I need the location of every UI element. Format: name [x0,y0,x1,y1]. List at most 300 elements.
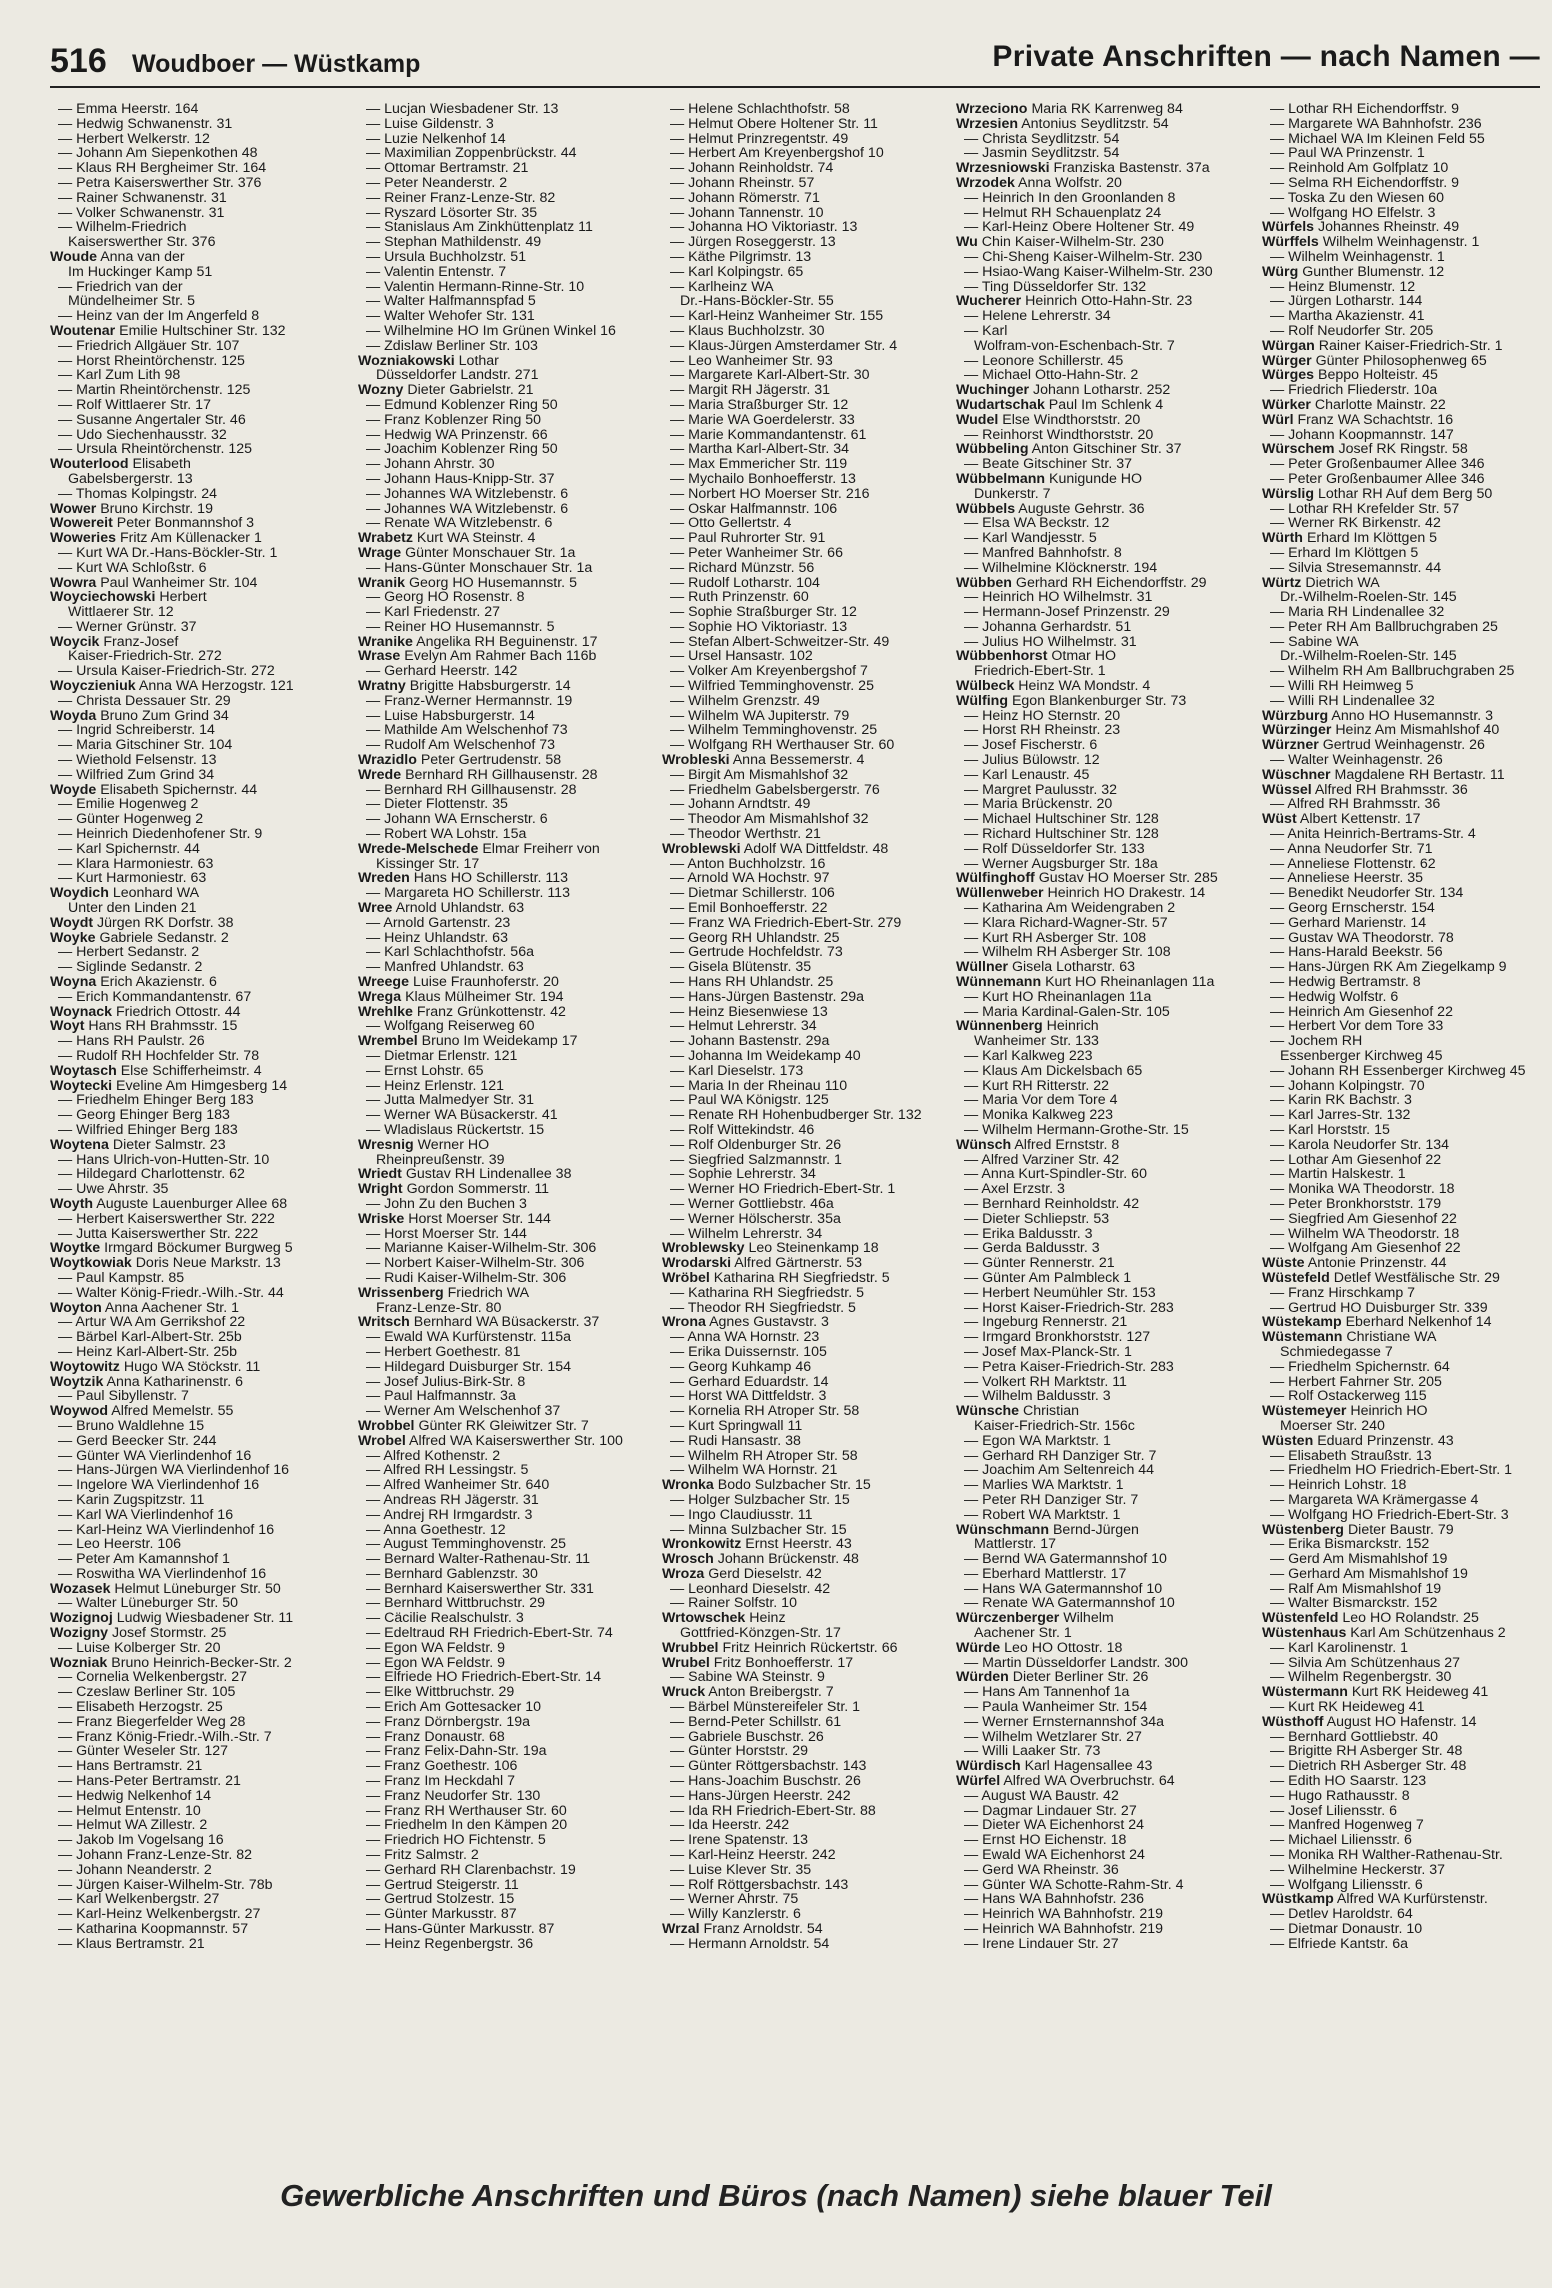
surname: Wronkowitz [662,1536,742,1553]
sub-entry: — Bernard Walter-Rathenau-Str. 11 [358,1552,654,1567]
surname-entry [50,516,346,531]
sub-entry: — Franz Felix-Dahn-Str. 19a [358,1744,654,1759]
sub-entry: — Gerd Beecker Str. 244 [50,1434,346,1449]
sub-entry: — Hans-Jürgen Heerstr. 242 [662,1789,958,1804]
entry-details: Gisela Lotharstr. 63 [1011,959,1136,976]
surname: Wozignoj [50,1610,113,1627]
sub-entry: — Günter Hogenweg 2 [50,812,346,827]
surname-entry [1262,487,1552,502]
sub-entry: — Gerhard Eduardstr. 14 [662,1375,958,1390]
entry-details: Alfred Memelstr. 55 [111,1403,234,1420]
sub-entry: — Helene Lehrerstr. 34 [956,309,1252,324]
sub-entry: — Chi-Sheng Kaiser-Wilhelm-Str. 230 [956,250,1252,265]
sub-entry: — Herbert Kaiserswerther Str. 222 [50,1212,346,1227]
sub-entry: — Hans-Jürgen WA Vierlindenhof 16 [50,1463,346,1478]
surname-entry [50,1256,346,1271]
surname: Wünnemann [956,974,1042,991]
entry-details: Irmgard Böckumer Burgweg 5 [104,1240,293,1257]
surname: Wrtowschek [662,1610,746,1627]
sub-entry: — Rolf Röttgersbachstr. 143 [662,1878,958,1893]
surname: Würfel [956,1773,1001,1790]
surname-entry [50,590,346,605]
surname-entry [956,1759,1252,1774]
sub-entry: — Czeslaw Berliner Str. 105 [50,1685,346,1700]
entry-details: Bruno Kirchstr. 19 [100,500,213,517]
entry-details: Brigitte Habsburgerstr. 14 [409,678,571,695]
sub-entry: — Luise Gildenstr. 3 [358,117,654,132]
surname-entry [358,753,654,768]
sub-entry: — Karola Neudorfer Str. 134 [1262,1138,1552,1153]
entry-details: Anna Wolfstr. 20 [1018,174,1122,191]
surname: Wrosch [662,1551,714,1568]
sub-entry: — Franz-Werner Hermannstr. 19 [358,694,654,709]
surname-entry [358,901,654,916]
entry-details: Hans RH Brahmsstr. 15 [88,1018,238,1035]
sub-entry: — Edmund Koblenzer Ring 50 [358,398,654,413]
surname-entry [662,842,958,857]
sub-entry: — Johann Reinholdstr. 74 [662,161,958,176]
sub-entry: — Axel Erzstr. 3 [956,1182,1252,1197]
sub-entry: — August WA Baustr. 42 [956,1789,1252,1804]
surname: Würker [1262,396,1311,413]
sub-entry: — Wilhelm Temminghovenstr. 25 [662,723,958,738]
sub-entry: — Ottomar Bertramstr. 21 [358,161,654,176]
entry-details: Eberhard Nelkenhof 14 [1345,1314,1492,1331]
surname-entry [358,546,654,561]
entry-details: Franz WA Schachtstr. 16 [1297,411,1454,428]
sub-entry: — Paul Sibyllenstr. 7 [50,1389,346,1404]
sub-entry: — Franz Im Heckdahl 7 [358,1774,654,1789]
surname-entry [956,975,1252,990]
entry-details: Peter Gertrudenstr. 58 [420,752,562,769]
surname: Woytasch [50,1062,117,1079]
surname: Würdisch [956,1758,1021,1775]
surname: Wüssel [1262,781,1312,798]
sub-entry: — Erich Am Gottesacker 10 [358,1700,654,1715]
surname-entry [358,531,654,546]
sub-entry: — Wolfgang HO Friedrich-Ebert-Str. 3 [1262,1508,1552,1523]
sub-entry: — Hans WA Bahnhofstr. 236 [956,1892,1252,1907]
entry-details: Gabriele Sedanstr. 2 [99,929,229,946]
sub-entry: — Käthe Pilgrimstr. 13 [662,250,958,265]
surname: Würger [1262,352,1312,369]
surname-entry [956,1670,1252,1685]
sub-entry: — Kurt Harmoniestr. 63 [50,871,346,886]
surname-entry [1262,442,1552,457]
entry-details: Heinz Am Mismahlshof 40 [1335,722,1500,739]
surname: Wrzodek [956,174,1015,191]
surname-entry [50,576,346,591]
surname-entry [50,1197,346,1212]
sub-entry: — Werner Ahrstr. 75 [662,1892,958,1907]
surname-entry [1262,1626,1552,1641]
sub-entry: — Rudolf RH Hochfelder Str. 78 [50,1049,346,1064]
surname: Wüstefeld [1262,1269,1330,1286]
section-title: Private Anschriften — nach Namen — [992,40,1540,73]
surname: Wudartschak [956,396,1045,413]
sub-entry: — Manfred Hogenweg 7 [1262,1818,1552,1833]
surname: Wreege [358,974,409,991]
sub-entry: — Anton Buchholzstr. 16 [662,857,958,872]
entry-details: Eveline Am Himgesberg 14 [115,1077,288,1094]
surname: Wree [358,900,393,917]
surname-entry [1262,265,1552,280]
sub-entry: — Johann Römerstr. 71 [662,191,958,206]
surname: Woywod [50,1403,109,1420]
surname: Wüllner [956,959,1009,976]
sub-entry: — Christa Seydlitzstr. 54 [956,132,1252,147]
sub-entry: — Lothar Am Giesenhof 22 [1262,1153,1552,1168]
sub-entry: — Ingeburg Rennerstr. 21 [956,1315,1252,1330]
entry-details: Angelika RH Beguinenstr. 17 [416,633,598,650]
sub-entry: — Wilhelmine HO Im Grünen Winkel 16 [358,324,654,339]
entry-details: Else Windthorststr. 20 [1002,411,1141,428]
sub-entry: — Elisabeth Herzogstr. 25 [50,1700,346,1715]
sub-entry: — Klaus Buchholzstr. 30 [662,324,958,339]
sub-entry: — Emil Bonhoefferstr. 22 [662,901,958,916]
sub-entry: — Gertrud Steigerstr. 11 [358,1878,654,1893]
sub-entry: — Margarete WA Bahnhofstr. 236 [1262,117,1552,132]
surname: Würfels [1262,219,1315,236]
sub-entry: — Karl Horststr. 15 [1262,1123,1552,1138]
sub-entry: — Helmut Obere Holtener Str. 11 [662,117,958,132]
surname-entry [1262,1330,1552,1345]
surname-entry [662,1256,958,1271]
surname: Würzner [1262,737,1319,754]
sub-entry: — Fritz Salmstr. 2 [358,1848,654,1863]
sub-entry: — Gisela Blütenstr. 35 [662,960,958,975]
surname-entry [956,1611,1252,1626]
surname: Wrobel [358,1432,406,1449]
surname: Wröbel [662,1269,710,1286]
entry-details: Erich Akazienstr. 6 [100,974,217,991]
sub-entry: — Jürgen Roseggerstr. 13 [662,235,958,250]
sub-entry: — Wilhelm WA Hornstr. 21 [662,1463,958,1478]
sub-entry: — Herbert Am Kreyenbergshof 10 [662,146,958,161]
entry-details: Elisabeth Spichernstr. 44 [100,781,258,798]
entry-details: Bernhard WA Büsackerstr. 37 [413,1314,600,1331]
surname: Wright [358,1181,403,1198]
continuation-line: Franz-Lenze-Str. 80 [376,1299,502,1316]
sub-entry: — Dieter WA Eichenhorst 24 [956,1818,1252,1833]
sub-entry: — Hildegard Duisburger Str. 154 [358,1360,654,1375]
sub-entry: — Jasmin Seydlitzstr. 54 [956,146,1252,161]
surname: Wronka [662,1477,714,1494]
sub-entry: — Paula Wanheimer Str. 154 [956,1700,1252,1715]
sub-entry: — Gerhard RH Clarenbachstr. 19 [358,1863,654,1878]
sub-entry: — Klaus RH Bergheimer Str. 164 [50,161,346,176]
surname-entry [956,161,1252,176]
sub-entry: — Heinrich HO Wilhelmstr. 31 [956,590,1252,605]
sub-entry: — Franz Biegerfelder Weg 28 [50,1715,346,1730]
sub-entry: — Martin Düsseldorfer Landstr. 300 [956,1656,1252,1671]
surname: Würl [1262,411,1294,428]
sub-entry: — Heinz Biesenwiese 13 [662,1005,958,1020]
sub-entry: — Horst Moerser Str. 144 [358,1227,654,1242]
sub-entry: — Bernhard Gottliebstr. 40 [1262,1730,1552,1745]
surname: Würgan [1262,337,1315,354]
surname: Woyda [50,707,97,724]
sub-entry: — Marlies WA Marktstr. 1 [956,1478,1252,1493]
continuation-line: Unter den Linden 21 [68,900,197,917]
sub-entry: — Sophie Straßburger Str. 12 [662,605,958,620]
entry-details: Christian [1023,1403,1079,1420]
sub-entry: — Franz WA Friedrich-Ebert-Str. 279 [662,916,958,931]
continuation-line: Im Huckinger Kamp 51 [68,263,213,280]
surname: Wucherer [956,293,1022,310]
surname: Writsch [358,1314,410,1331]
entry-details: Johann Brückenstr. 48 [717,1551,859,1568]
sub-entry: — Heinz Regenbergstr. 36 [358,1937,654,1952]
sub-entry: — Werner Augsburger Str. 18a [956,857,1252,872]
continuation-line: Moerser Str. 240 [1280,1417,1385,1434]
sub-entry: — Margarete Karl-Albert-Str. 30 [662,368,958,383]
sub-entry: — Hedwig Schwanenstr. 31 [50,117,346,132]
entry-details: Wilhelm Weinhagenstr. 1 [1322,234,1480,251]
sub-entry: — Karl Lenaustr. 45 [956,768,1252,783]
entry-details: Albert Kettenstr. 17 [1299,811,1421,828]
sub-entry: — Ruth Prinzenstr. 60 [662,590,958,605]
sub-entry: — Heinz van der Im Angerfeld 8 [50,309,346,324]
sub-entry: — Michael WA Im Kleinen Feld 55 [1262,132,1552,147]
entry-details: Heinrich HO [1350,1403,1428,1420]
entry-details: Charlotte Mainstr. 22 [1314,396,1446,413]
surname-entry [956,117,1252,132]
sub-entry: — Detlev Haroldstr. 64 [1262,1907,1552,1922]
surname: Wriske [358,1210,405,1227]
surname-entry [50,1404,346,1419]
entry-details: Fritz Heinrich Rückertstr. 66 [722,1639,898,1656]
sub-entry: — Reinhold Am Golfplatz 10 [1262,161,1552,176]
sub-entry: — Irmgard Bronkhorststr. 127 [956,1330,1252,1345]
sub-entry: — Monika WA Theodorstr. 18 [1262,1182,1552,1197]
surname-entry [50,1626,346,1641]
entry-details: Auguste Gehrstr. 36 [1018,500,1145,517]
continuation-line: Aachener Str. 1 [974,1625,1072,1642]
sub-entry: — Rudi Kaiser-Wilhelm-Str. 306 [358,1271,654,1286]
sub-entry: — Marianne Kaiser-Wilhelm-Str. 306 [358,1241,654,1256]
continuation-line: Wolfram-von-Eschenbach-Str. 7 [974,337,1175,354]
surname-entry [956,960,1252,975]
entry-details: Heinrich HO Drakestr. 14 [1047,885,1206,902]
sub-entry: — Günter Horststr. 29 [662,1744,958,1759]
surname-entry [1262,812,1552,827]
sub-entry: — Friedhelm In den Kämpen 20 [358,1818,654,1833]
sub-entry: — Luise Kolberger Str. 20 [50,1641,346,1656]
entry-details: Kurt RK Heideweg 41 [1351,1684,1489,1701]
sub-entry: — Horst Rheintörchenstr. 125 [50,354,346,369]
sub-entry: — Bernd-Peter Schillstr. 61 [662,1715,958,1730]
sub-entry: — Manfred Bahnhofstr. 8 [956,546,1252,561]
entry-details: Evelyn Am Rahmer Bach 116b [404,648,597,665]
surname-entry [956,472,1252,487]
sub-entry: — Wilfried Ehinger Berg 183 [50,1123,346,1138]
surname-entry [358,990,654,1005]
surname: Woyke [50,929,96,946]
sub-entry: — Dietrich RH Asberger Str. 48 [1262,1759,1552,1774]
sub-entry: — Heinrich Lohstr. 18 [1262,1478,1552,1493]
sub-entry: — Leo Heerstr. 106 [50,1537,346,1552]
entry-details: Friedrich Ottostr. 44 [115,1003,241,1020]
surname: Wouterlood [50,456,129,473]
sub-entry: — Hans-Harald Beekstr. 56 [1262,945,1552,960]
entry-details: Bernd-Jürgen [1052,1521,1139,1538]
sub-entry: — Friedhelm HO Friedrich-Ebert-Str. 1 [1262,1463,1552,1478]
surname: Wüschner [1262,766,1331,783]
surname-entry [358,1167,654,1182]
sub-entry: — Johannes WA Witzlebenstr. 6 [358,487,654,502]
sub-entry: — Peter Wanheimer Str. 66 [662,546,958,561]
surname-entry [50,1611,346,1626]
surname: Wozigny [50,1625,109,1642]
sub-entry: — Karl Kalkweg 223 [956,1049,1252,1064]
surname: Woyde [50,781,97,798]
entry-details: Georg HO Husemannstr. 5 [409,574,577,591]
sub-entry: — Siegfried Salzmannstr. 1 [662,1153,958,1168]
entry-details: Gustav HO Moerser Str. 285 [1038,870,1218,887]
entry-details: Anna van der [100,248,185,265]
entry-details: Arnold Uhlandstr. 63 [395,900,525,917]
sub-entry: — Sophie Lehrerstr. 34 [662,1167,958,1182]
sub-entry: — Hildegard Charlottenstr. 62 [50,1167,346,1182]
sub-entry: — Herbert Neumühler Str. 153 [956,1286,1252,1301]
sub-entry: — Erika Duissernstr. 105 [662,1345,958,1360]
sub-entry: — Günter Röttgersbachstr. 143 [662,1759,958,1774]
surname: Wüstenberg [1262,1521,1344,1538]
sub-entry: — Elfriede HO Friedrich-Ebert-Str. 14 [358,1670,654,1685]
sub-entry: — Hans Ulrich-von-Hutten-Str. 10 [50,1153,346,1168]
sub-entry: — Franz Neudorfer Str. 130 [358,1789,654,1804]
sub-entry: — Silvia Stresemannstr. 44 [1262,561,1552,576]
sub-entry: — Friedhelm Gabelsbergerstr. 76 [662,783,958,798]
surname-entry [662,753,958,768]
sub-entry: — Mathilde Am Welschenhof 73 [358,723,654,738]
surname-entry [1262,354,1552,369]
entry-details: Johannes Rheinstr. 49 [1317,219,1460,236]
sub-entry: — Jochem RH [1262,1034,1552,1049]
surname-entry [662,1611,958,1626]
sub-entry: — Hans-Günter Markusstr. 87 [358,1922,654,1937]
surname: Wüstekamp [1262,1314,1342,1331]
surname: Wrage [358,544,402,561]
surname-entry [662,1922,958,1937]
sub-entry: — Marie WA Goerdelerstr. 33 [662,413,958,428]
entry-details: Josef RK Ringstr. 58 [1338,441,1468,458]
surname: Wranike [358,633,413,650]
sub-entry: — Paul WA Königstr. 125 [662,1093,958,1108]
entry-details: Alfred WA Kurfürstenstr. [1336,1891,1488,1908]
sub-entry: — Friedrich Fliederstr. 10a [1262,383,1552,398]
entry-details: Kunigunde HO [1049,470,1143,487]
surname: Würzburg [1262,707,1329,724]
sub-entry: — Benedikt Neudorfer Str. 134 [1262,886,1552,901]
surname: Wüstenfeld [1262,1610,1339,1627]
sub-entry: — Joachim Koblenzer Ring 50 [358,442,654,457]
sub-entry: — Günter Am Palmbleck 1 [956,1271,1252,1286]
sub-entry: — Werner Gottliebstr. 46a [662,1197,958,1212]
entry-details: Doris Neue Markstr. 13 [135,1255,281,1272]
sub-entry: — Anneliese Heerstr. 35 [1262,871,1552,886]
surname-entry [956,235,1252,250]
sub-entry: — Josef Liliensstr. 6 [1262,1804,1552,1819]
sub-entry: — Christa Dessauer Str. 29 [50,694,346,709]
sub-entry: — Günter Markusstr. 87 [358,1907,654,1922]
surname-entry [1262,368,1552,383]
sub-entry: — Volkert RH Marktstr. 11 [956,1375,1252,1390]
sub-entry: — Hsiao-Wang Kaiser-Wilhelm-Str. 230 [956,265,1252,280]
sub-entry: — Helmut Entenstr. 10 [50,1804,346,1819]
sub-entry: — Peter RH Danziger Str. 7 [956,1493,1252,1508]
sub-entry: — Erika Bismarckstr. 152 [1262,1537,1552,1552]
entry-details: Bruno Im Weidekamp 17 [421,1033,578,1050]
sub-entry: — Franz RH Werthauser Str. 60 [358,1804,654,1819]
page-number: 516 [50,42,107,80]
entry-details: Gunther Blumenstr. 12 [1302,263,1445,280]
sub-entry: — Ida RH Friedrich-Ebert-Str. 88 [662,1804,958,1819]
sub-entry: — Thomas Kolpingstr. 24 [50,487,346,502]
surname-entry [1262,235,1552,250]
sub-entry: — Ting Düsseldorfer Str. 132 [956,280,1252,295]
sub-entry: — Cäcilie Realschulstr. 3 [358,1611,654,1626]
sub-entry: — Hans-Peter Bertramstr. 21 [50,1774,346,1789]
sub-entry: — Lothar RH Eichendorffstr. 9 [1262,102,1552,117]
surname: Wreden [358,870,410,887]
sub-entry: — Bernhard Wittbruchstr. 29 [358,1596,654,1611]
sub-entry: — Günter WA Schotte-Rahm-Str. 4 [956,1878,1252,1893]
sub-entry: — Werner Hölscherstr. 35a [662,1212,958,1227]
entry-details: Dieter Salmstr. 23 [112,1136,226,1153]
entry-details: Anna WA Herzogstr. 121 [138,678,294,695]
surname: Würschem [1262,441,1335,458]
surname: Woyczieniuk [50,678,136,695]
sub-entry: — Uwe Ahrstr. 35 [50,1182,346,1197]
entry-details: Franziska Bastenstr. 37a [1053,160,1210,177]
sub-entry: — Jutta Malmedyer Str. 31 [358,1093,654,1108]
sub-entry: — Beate Gitschiner Str. 37 [956,457,1252,472]
entry-details: August HO Hafenstr. 14 [1326,1713,1477,1730]
sub-entry: — Franz Hirschkamp 7 [1262,1286,1552,1301]
sub-entry: — Luise Klever Str. 35 [662,1863,958,1878]
sub-entry: — Arnold WA Hochstr. 97 [662,871,958,886]
sub-entry: — Ewald WA Eichenhorst 24 [956,1848,1252,1863]
sub-entry: — Franz Donaustr. 68 [358,1730,654,1745]
sub-entry: — Karl-Heinz Wanheimer Str. 155 [662,309,958,324]
sub-entry: — Dagmar Lindauer Str. 27 [956,1804,1252,1819]
sub-entry: — Willi RH Heimweg 5 [1262,679,1552,694]
surname-entry [50,886,346,901]
sub-entry: — Günter Rennerstr. 21 [956,1256,1252,1271]
sub-entry: — Wilfried Zum Grind 34 [50,768,346,783]
entry-details: Dieter Baustr. 79 [1347,1521,1454,1538]
entry-details: Helmut Lüneburger Str. 50 [114,1580,281,1597]
surname-entry [956,694,1252,709]
sub-entry: — Jürgen Kaiser-Wilhelm-Str. 78b [50,1878,346,1893]
sub-entry: — Alfred RH Lessingstr. 5 [358,1463,654,1478]
directory-column-3 [662,102,958,1952]
surname: Wozniakowski [358,352,455,369]
sub-entry: — Leonhard Dieselstr. 42 [662,1582,958,1597]
sub-entry: — Kurt HO Rheinanlagen 11a [956,990,1252,1005]
sub-entry: — Kurt WA Schloßstr. 6 [50,561,346,576]
surname-entry [1262,1611,1552,1626]
sub-entry: — Gustav WA Theodorstr. 78 [1262,931,1552,946]
sub-entry: — Karl [956,324,1252,339]
sub-entry: — Robert WA Lohstr. 15a [358,827,654,842]
sub-entry: — Hans-Jürgen RK Am Ziegelkamp 9 [1262,960,1552,975]
sub-entry: — Lucjan Wiesbadener Str. 13 [358,102,654,117]
surname: Wüstemann [1262,1329,1343,1346]
sub-entry: — Werner Grünstr. 37 [50,620,346,635]
